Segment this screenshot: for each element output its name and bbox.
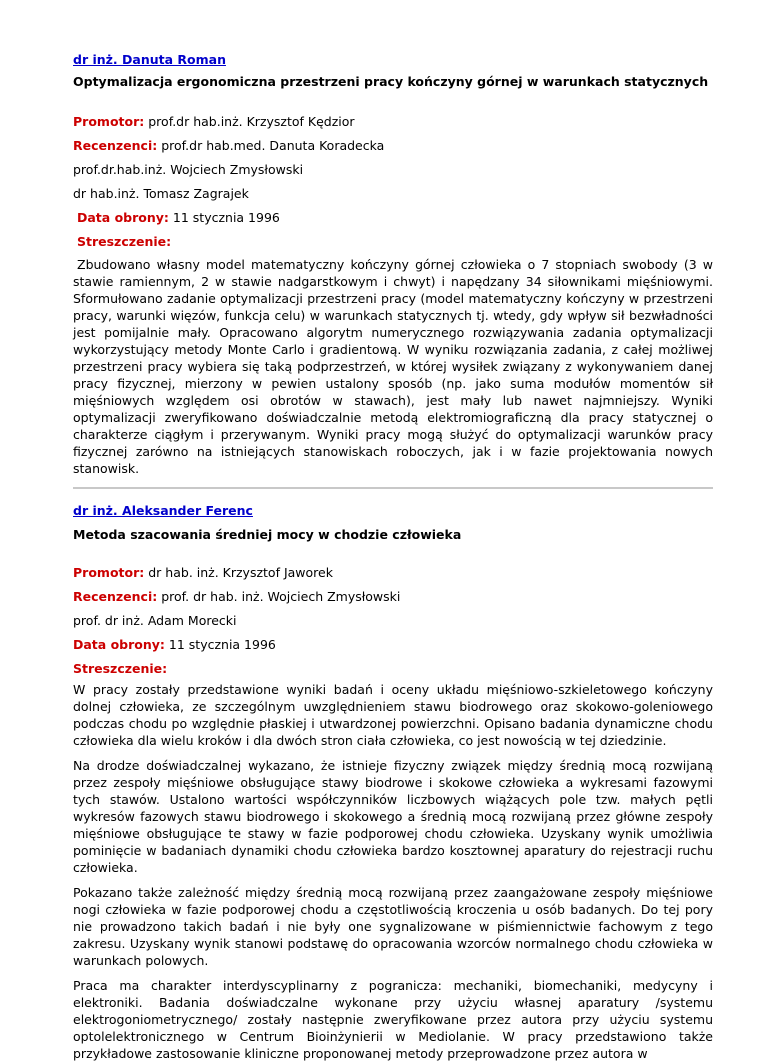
defense-date-line (73, 636, 713, 653)
abstract-paragraph: W pracy zostały przedstawione wyniki badań i oceny układu mięśniowo-szkieletowego kończyny dolnej człowieka, ze szczególnym uwzględnieniem stawu biodrowego oraz skokowo-goleniowego podczas chodu po względnie płaskiej i utwardzonej powierzchni. Opisano badania dynamiczne chodu człowieka dla wielu kroków i dla dwóch stron ciała człowieka, co jest nowością w tej dziedzinie. (73, 682, 713, 748)
reviewers-line (73, 137, 713, 154)
promotor-line (73, 564, 713, 581)
abstract-heading (73, 233, 713, 250)
thesis-entry (73, 503, 713, 1062)
promotor-value: prof.dr hab.inż. Krzysztof Kędzior (148, 114, 355, 129)
thesis-title: Metoda szacowania średniej mocy w chodzie człowieka (73, 527, 462, 542)
defense-date-line (73, 209, 713, 226)
author-link[interactable]: dr inż. Danuta Roman (73, 52, 226, 67)
reviewer-line: prof.dr.hab.inż. Wojciech Zmysłowski (73, 162, 304, 177)
author-link[interactable]: dr inż. Aleksander Ferenc (73, 503, 253, 518)
promotor-label: Promotor: (73, 565, 145, 580)
reviewer-line: dr hab.inż. Tomasz Zagrajek (73, 186, 249, 201)
abstract-paragraph: Na drodze doświadczalnej wykazano, że istnieje fizyczny związek między średnią mocą rozwijaną przez zespoły mięśniowe obsługujące stawy biodrowe i skokowe człowieka a wykresami fazowymi tych stawów. Ustalono wartości współczynników liczbowych wiążących pole tzw. małych pętli wykresów fazowych stawu biodrowego i skokowego a średnią mocą rozwijaną przez główne zespoły mięśniowe obsługujące te stawy w fazie podporowej chodu człowieka. Uzyskany wynik umożliwia pominięcie w badaniach dynamiki chodu człowieka bardzo kosztownej aparatury do rejestracji ruchu człowieka. (73, 758, 713, 875)
abstract-paragraph: Pokazano także zależność między średnią mocą rozwijaną przez zaangażowane zespoły mięśniowe nogi człowieka w fazie podporowej chodu a częstotliwością kroczenia u osób badanych. Do tej pory nie prowadzono takich badań i nie były one sygnalizowane w piśmiennictwie fachowym z tego zakresu. Uzyskany wynik stanowi podstawę do opracowania wzorców normalnego chodu człowieka w warunkach polowych. (73, 885, 713, 968)
thesis-entry (73, 52, 713, 477)
reviewers-line (73, 588, 713, 605)
abstract-label: Streszczenie: (77, 234, 172, 249)
abstract-heading (73, 660, 713, 677)
abstract-paragraph: Praca ma charakter interdyscyplinarny z pogranicza: mechaniki, biomechaniki, medycyny i elektroniki. Badania doświadczalne wykonane przy użyciu własnej aparatury /systemu elektrogoniometrycznego/ zostały następnie zweryfikowane przez autora przy użyciu systemu optolelektronicznego w Centrum Bioinżynierii w Mediolanie. W pracy przedstawiono także przykładowe zastosowanie kliniczne proponowanej metody przeprowadzone przez autora w (73, 978, 713, 1061)
defense-date-value: 11 stycznia 1996 (168, 637, 276, 652)
entry-separator (73, 487, 713, 489)
defense-date-label: Data obrony: (73, 637, 165, 652)
reviewer-name: prof.dr hab.med. Danuta Koradecka (161, 138, 385, 153)
thesis-title: Optymalizacja ergonomiczna przestrzeni pracy kończyny górnej w warunkach statycznych (73, 74, 709, 89)
defense-date-label: Data obrony: (77, 210, 169, 225)
reviewers-label: Recenzenci: (73, 589, 158, 604)
promotor-label: Promotor: (73, 114, 145, 129)
reviewer-name: prof. dr hab. inż. Wojciech Zmysłowski (161, 589, 401, 604)
reviewer-line: prof. dr inż. Adam Morecki (73, 613, 237, 628)
abstract-paragraph: Zbudowano własny model matematyczny kończyny górnej człowieka o 7 stopniach swobody (3 w stawie ramiennym, 2 w stawie nadgarstkowym i chwyt) i napędzany 34 siłownikami mięśniowymi. Sformułowano zadanie optymalizacji przestrzeni pracy (model matematyczny kończyny w przestrzeni pracy, warunki więzów, funkcja celu) w warunkach statycznych tj. wtedy, gdy wpływ sił bezwładności jest pomijalnie mały. Opracowano algorytm numerycznego rozwiązywania zadania optymalizacji wykorzystujący metody Monte Carlo i gradientową. W wyniku rozwiązania zadania, z całej możliwej przestrzeni pracy wybiera się taką podprzestrzeń, w której wysiłek związany z wykonywaniem danej pracy fizycznej, mierzony w pewien ustalony sposób (np. jako suma modułów momentów sił mięśniowych względem osi obrotów w stawach), jest mały lub nawet najmniejszy. Wyniki optymalizacji zweryfikowano doświadczalnie metodą elektromiograficzną dla pracy statycznej o charakterze ciągłym i przerywanym. Wyniki pracy mogą służyć do optymalizacji warunków pracy fizycznej zarówno na istniejących stanowiskach roboczych, jak i w fazie projektowania nowych stanowisk. (73, 257, 713, 476)
abstract-label: Streszczenie: (73, 661, 168, 676)
document-body (73, 52, 713, 1062)
defense-date-value: 11 stycznia 1996 (172, 210, 280, 225)
promotor-line (73, 113, 713, 130)
promotor-value: dr hab. inż. Krzysztof Jaworek (148, 565, 333, 580)
reviewers-label: Recenzenci: (73, 138, 158, 153)
